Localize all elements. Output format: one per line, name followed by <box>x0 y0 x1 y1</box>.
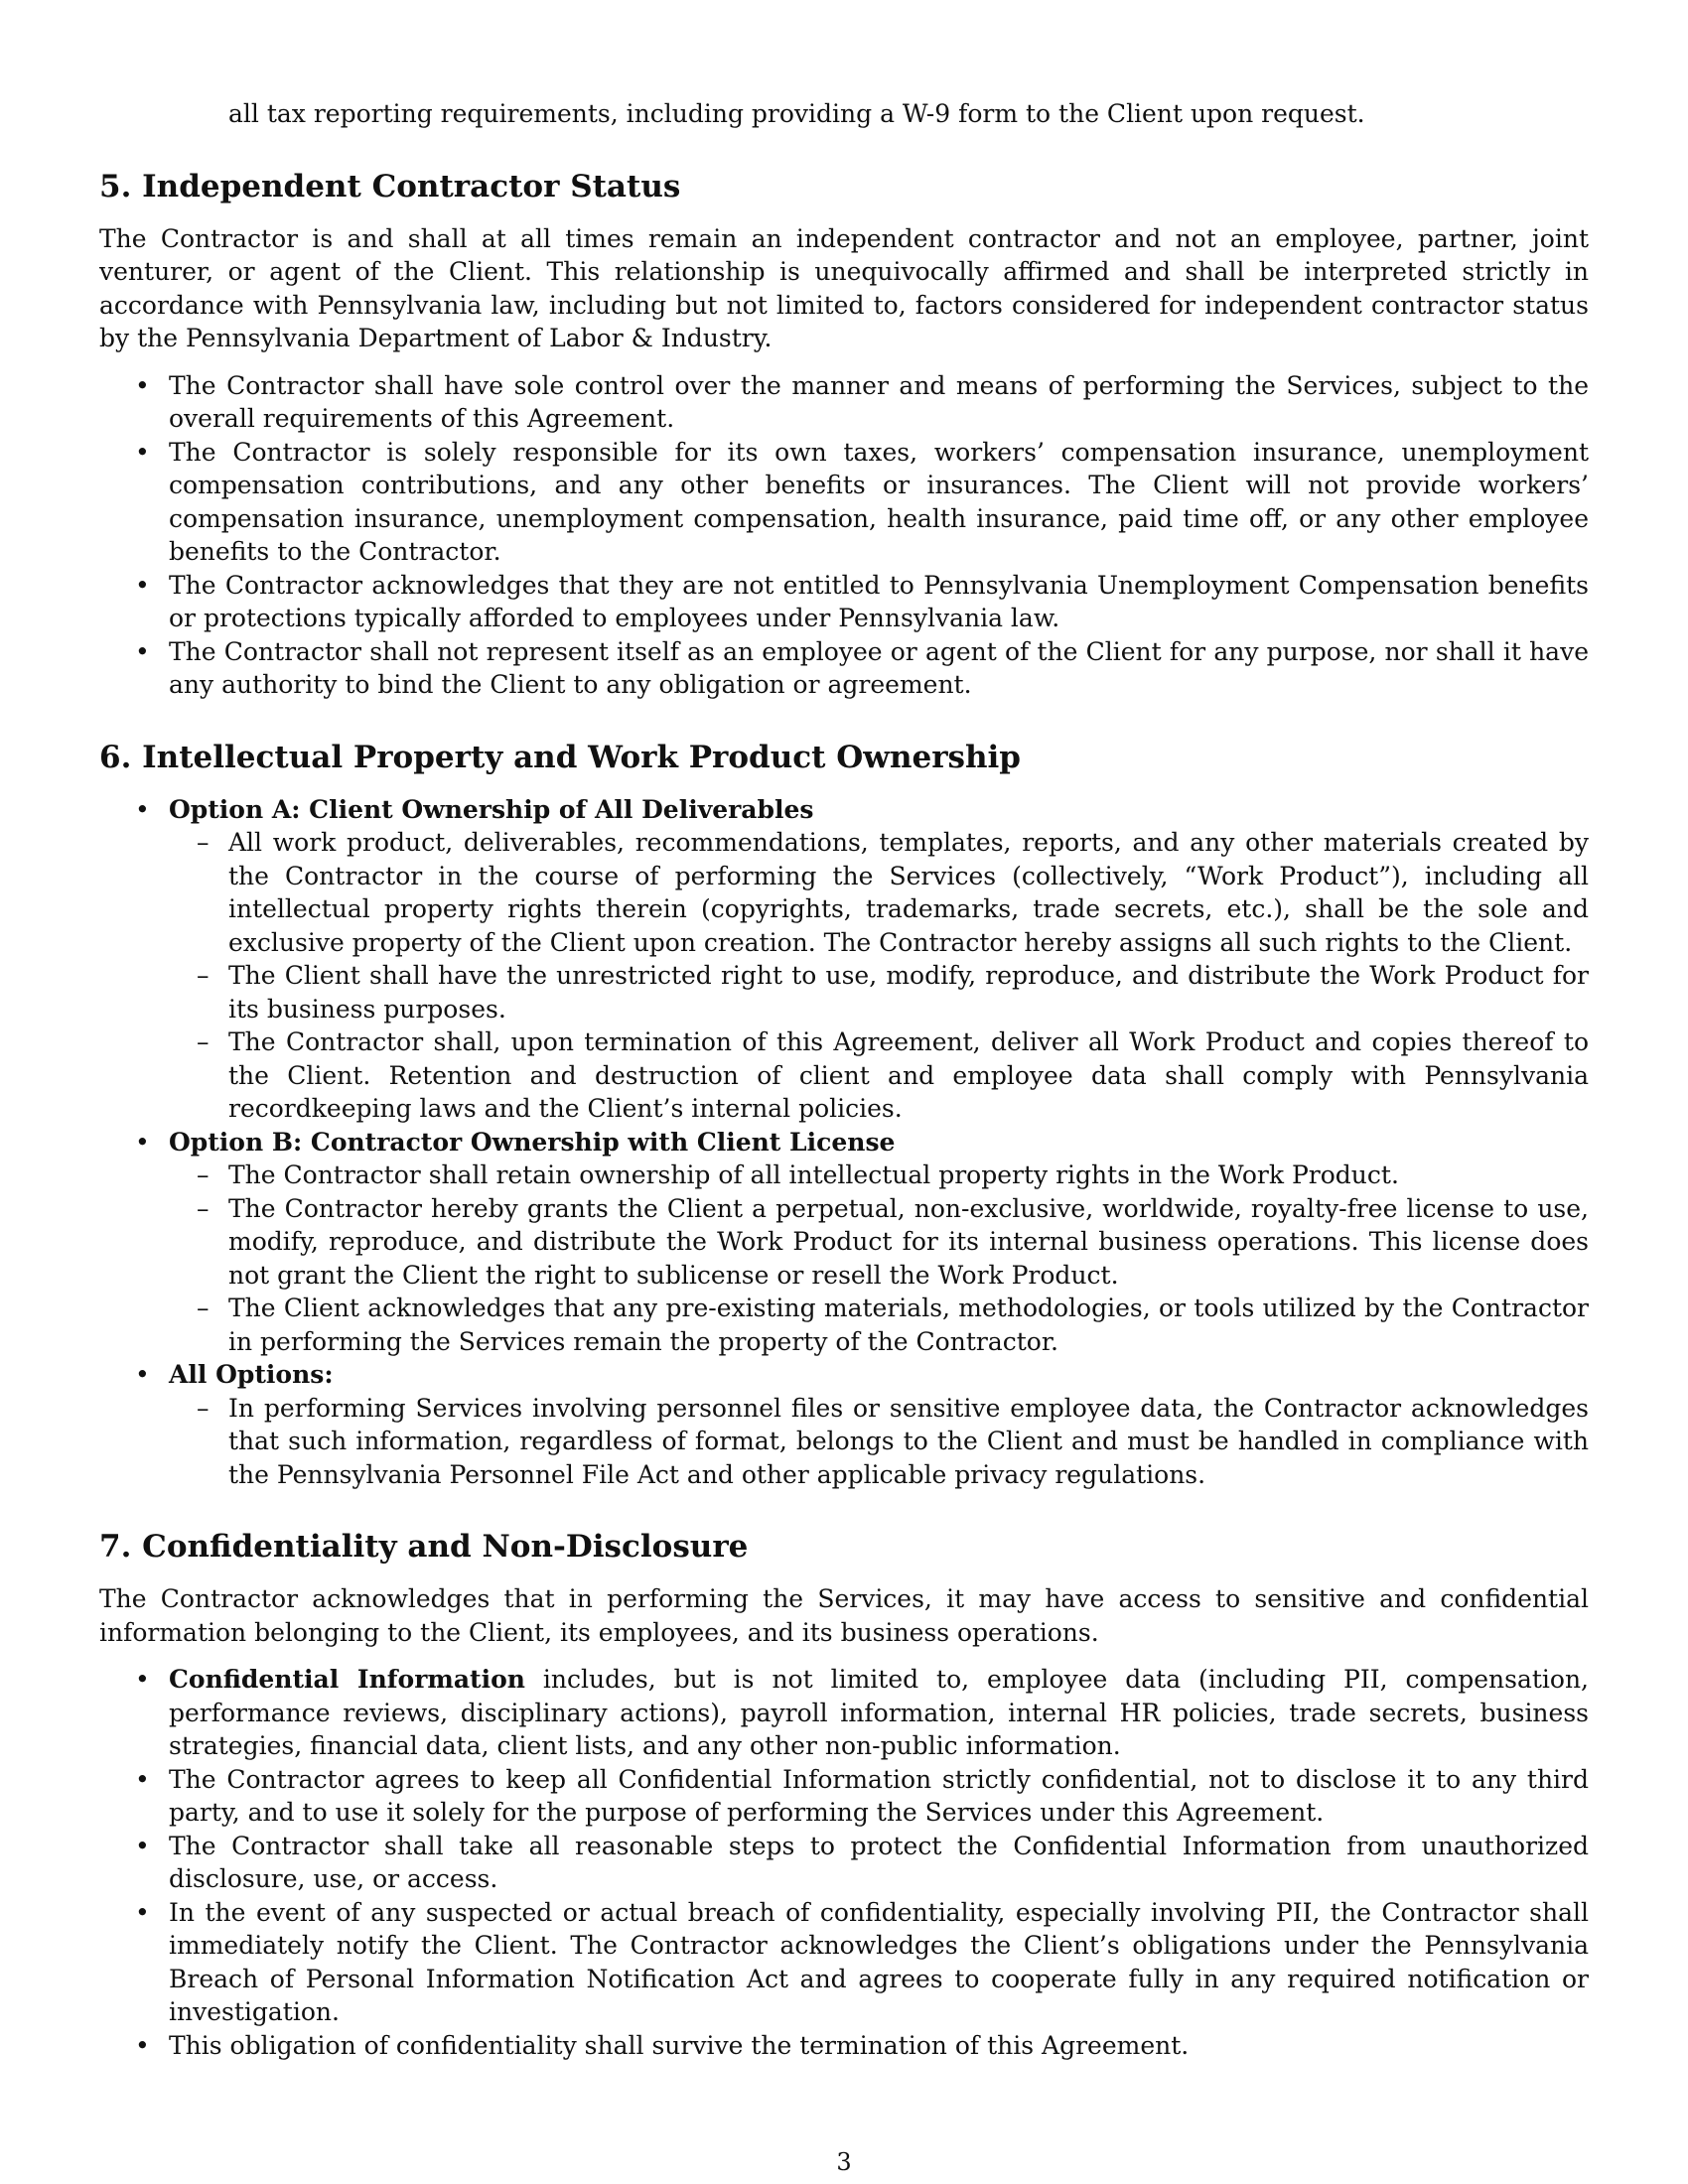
dash-icon: – <box>197 1160 210 1189</box>
sub-list-item: – The Contractor hereby grants the Client a perpetual, non-exclusive, worldwide, royalty-free license to use, modify, reproduce, and distribute the Work Product for its internal business operations. This license does not grant the Client the right to sublicense or resell the Work Product. <box>197 1193 1589 1290</box>
dash-icon: – <box>197 1027 210 1056</box>
section-5-list <box>99 369 1589 702</box>
dash-icon: – <box>197 828 210 857</box>
list-item: • The Contractor agrees to keep all Confidential Information strictly confidential, not to disclose it to any third party, and to use it solely for the purpose of performing the Services under this Agreement. <box>135 1764 1589 1827</box>
dash-icon: – <box>197 1294 210 1322</box>
list-item: • In the event of any suspected or actual breach of confidentiality, especially involving PII, the Contractor shall immediately notify the Client. The Contractor acknowledges the Client’s obligations under the Pennsylvania Breach of Personal Information Notification Act and agrees to cooperate fully in any required notification or investigation. <box>135 1897 1589 2026</box>
sub-list-item: – The Contractor shall, upon termination of this Agreement, deliver all Work Product and copies thereof to the Client. Retention and destruction of client and employee data shall comply with Pennsylvania recordkeeping laws and the Client’s internal policies. <box>197 1027 1589 1123</box>
bullet-icon: • <box>135 636 150 666</box>
list-item: • This obligation of confidentiality shall survive the termination of this Agreement. <box>99 2029 1589 2063</box>
all-options-label: All Options: <box>169 1360 334 1389</box>
sub-list-item: – All work product, deliverables, recommendations, templates, reports, and any other materials created by the Contractor in the course of performing the Services (collectively, “Work Product”), including all intellectual property rights therein (copyrights, trademarks, trade secrets, etc.), shall be the sole and exclusive property of the Client upon creation. The Contractor hereby assigns all such rights to the Client. <box>197 828 1589 957</box>
section-7-list <box>99 1663 1589 2062</box>
document-page <box>99 97 1589 2062</box>
bullet-icon: • <box>135 794 150 824</box>
section-7-heading: 7. Confidentiality and Non-Disclosure <box>99 1529 749 1565</box>
list-item: • The Contractor is solely responsible for its own taxes, workers’ compensation insurance, unemployment compensation contributions, and any other benefits or insurances. The Client will not provide workers’ compensation insurance, unemployment compensation, health insurance, paid time off, or any other employee benefits to the Contractor. <box>135 437 1589 566</box>
bullet-icon: • <box>135 1897 150 1927</box>
section-6-heading: 6. Intellectual Property and Work Product Ownership <box>99 739 1021 775</box>
bullet-icon: • <box>135 1360 150 1389</box>
option-a-sublist <box>169 826 1589 1126</box>
confidential-information-term: Confidential Information <box>169 1665 525 1694</box>
list-item: • The Contractor shall have sole control over the manner and means of performing the Services, subject to the overall requirements of this Agreement. <box>135 370 1589 433</box>
carry-over-paragraph: all tax reporting requirements, including providing a W-9 form to the Client upon request. <box>228 99 1365 128</box>
list-item: • The Contractor acknowledges that they are not entitled to Pennsylvania Unemployment Compensation benefits or protections typically afforded to employees under Pennsylvania law. <box>135 570 1589 632</box>
dash-icon: – <box>197 1193 210 1223</box>
all-options-sublist <box>169 1392 1589 1492</box>
list-item: • The Contractor shall take all reasonable steps to protect the Confidential Information from unauthorized disclosure, use, or access. <box>135 1831 1589 1893</box>
section-5-heading: 5. Independent Contractor Status <box>99 168 681 205</box>
section-7-intro: The Contractor acknowledges that in performing the Services, it may have access to sensitive and confidential information belonging to the Client, its employees, and its business operations. <box>99 1584 1589 1647</box>
bullet-icon: • <box>135 570 150 600</box>
bullet-icon: • <box>135 370 150 400</box>
section-6-list <box>99 793 1589 1492</box>
option-a-label: Option A: Client Ownership of All Deliverables <box>169 794 814 824</box>
list-item: • Confidential Information includes, but is not limited to, employee data (including PII, compensation, performance reviews, disciplinary actions), payroll information, internal HR policies, trade secrets, business strategies, financial data, client lists, and any other non-public information. <box>135 1665 1590 1760</box>
all-options-item <box>99 1358 1589 1491</box>
page-number: 3 <box>836 2148 852 2176</box>
sub-list-item: – The Client acknowledges that any pre-existing materials, methodologies, or tools utilized by the Contractor in performing the Services remain the property of the Contractor. <box>197 1294 1589 1356</box>
option-a-item <box>99 793 1589 1126</box>
bullet-icon: • <box>135 437 150 467</box>
bullet-icon: • <box>135 1831 150 1860</box>
bullet-icon: • <box>135 1127 150 1157</box>
bullet-icon: • <box>135 2030 150 2060</box>
sub-list-item: – The Contractor shall retain ownership of all intellectual property rights in the Work Product. <box>169 1159 1589 1192</box>
section-5-intro: The Contractor is and shall at all times remain an independent contractor and not an employee, partner, joint venturer, or agent of the Client. This relationship is unequivocally affirmed and shall be interpreted strictly in accordance with Pennsylvania law, including but not limited to, factors considered for independent contractor status by the Pennsylvania Department of Labor & Industry. <box>99 223 1589 352</box>
sub-list-item: – In performing Services involving personnel files or sensitive employee data, the Contractor acknowledges that such information, regardless of format, belongs to the Client and must be handled in compliance with the Pennsylvania Personnel File Act and other applicable privacy regulations. <box>197 1393 1589 1489</box>
option-b-label: Option B: Contractor Ownership with Client License <box>169 1127 896 1157</box>
dash-icon: – <box>197 1393 210 1423</box>
option-b-sublist <box>169 1159 1589 1358</box>
dash-icon: – <box>197 961 210 990</box>
list-item: • The Contractor shall not represent itself as an employee or agent of the Client for any purpose, nor shall it have any authority to bind the Client to any obligation or agreement. <box>135 636 1589 699</box>
bullet-icon: • <box>135 1764 150 1794</box>
sub-list-item: – The Client shall have the unrestricted right to use, modify, reproduce, and distribute the Work Product for its business purposes. <box>197 961 1589 1024</box>
bullet-icon: • <box>135 1665 150 1694</box>
option-b-item <box>99 1126 1589 1359</box>
